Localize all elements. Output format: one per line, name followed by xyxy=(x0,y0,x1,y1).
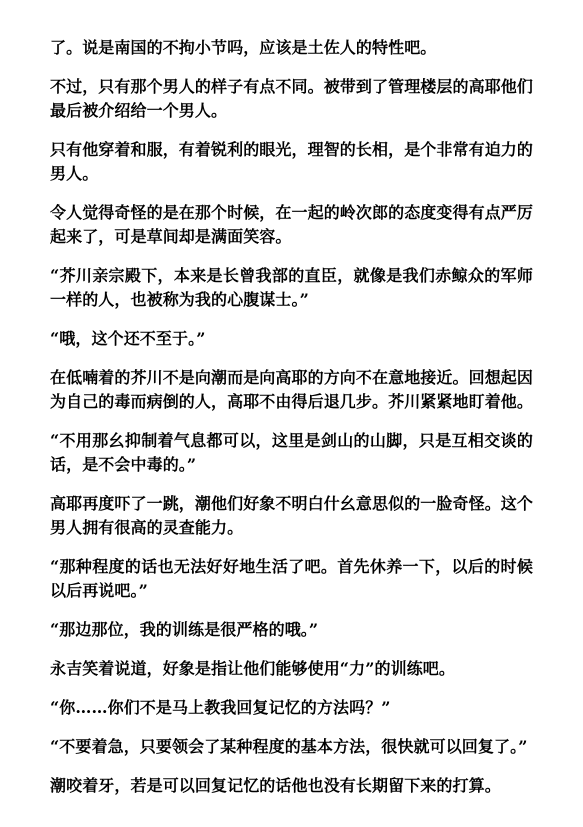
paragraph-3: 只有他穿着和服，有着锐利的眼光，理智的长相，是个非常有迫力的男人。 xyxy=(50,140,534,183)
paragraph-13: “你……你们不是马上教我回复记忆的方法吗？” xyxy=(50,698,391,717)
paragraph-7: 在低喃着的芥川不是向潮而是向高耶的方向不在意地接近。回想起因为自己的毒而病倒的人，高耶不由得后退几步。芥川紧紧地盯着他。 xyxy=(50,368,534,411)
paragraph-9: 高耶再度吓了一跳，潮他们好象不明白什幺意思似的一脸奇怪。这个男人拥有很高的灵查能力。 xyxy=(50,494,534,537)
paragraph-4: 令人觉得奇怪的是在那个时候，在一起的岭次郎的态度变得有点严厉起来了，可是草间却是满面笑容。 xyxy=(50,203,534,246)
paragraph-15: 潮咬着牙，若是可以回复记忆的话他也没有长期留下来的打算。 xyxy=(50,776,501,795)
paragraph-11: “那边那位，我的训练是很严格的哦。” xyxy=(50,620,319,639)
paragraph-12: 永吉笑着说道，好象是指让他们能够使用“力”的训练吧。 xyxy=(50,659,456,678)
paragraph-14: “不要着急，只要领会了某种程度的基本方法，很快就可以回复了。” xyxy=(50,737,528,756)
paragraph-2: 不过，只有那个男人的样子有点不同。被带到了管理楼层的高耶他们最后被介绍给一个男人。 xyxy=(50,77,534,120)
paragraph-8: “不用那幺抑制着气息都可以，这里是剑山的山脚，只是互相交谈的话，是不会中毒的。” xyxy=(50,431,533,474)
paragraph-5: “芥川亲宗殿下，本来是长曾我部的直臣，就像是我们赤鲸众的军师一样的人，也被称为我的心腹谋士。” xyxy=(50,266,533,309)
paragraph-10: “那种程度的话也无法好好地生活了吧。首先休养一下，以后的时候以后再说吧。” xyxy=(50,557,533,600)
paragraph-1: 了。说是南国的不拘小节吗，应该是土佐人的特性吧。 xyxy=(50,38,437,57)
paragraph-6: “哦，这个还不至于。” xyxy=(50,329,206,348)
